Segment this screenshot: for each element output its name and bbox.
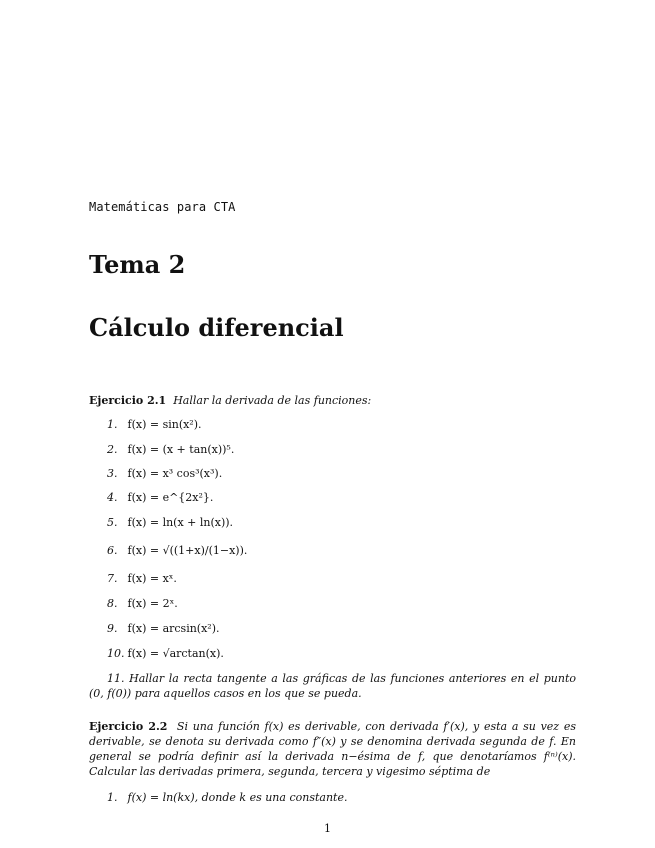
item-number: 5. — [107, 516, 118, 529]
exercise-2-1-label: Ejercicio 2.1 — [89, 394, 167, 407]
item-expression: f(x) = sin(x²). — [127, 418, 202, 431]
list-item — [107, 467, 222, 481]
item-number: 1. — [107, 791, 118, 804]
course-header: Matemáticas para CTA — [89, 200, 236, 214]
list-item — [107, 647, 224, 661]
exercise-2-1-instruction: Hallar la derivada de las funciones: — [173, 394, 372, 407]
item-number: 7. — [107, 572, 118, 585]
exercise-2-2-text: Si una función f(x) es derivable, con derivada f′(x), y esta a su vez es derivable, se denota su derivada como f″(x) y se denomina derivada segunda de f. En general se podría definir así la derivada n−ésima de f, que denotaríamos f⁽ⁿ⁾(x). Calcular las derivadas primera, segunda, tercera y vigesimo séptima de — [89, 720, 576, 778]
list-item — [107, 791, 347, 805]
item-expression: f(x) = 2ˣ. — [127, 597, 178, 610]
list-item — [107, 544, 247, 558]
item-number: 6. — [107, 544, 118, 557]
exercise-2-1-item-11: 11. Hallar la recta tangente a las gráficas de las funciones anteriores en el punto (0, f(0)) para aquellos casos en los que se pueda. — [89, 672, 576, 700]
item-number: 8. — [107, 597, 118, 610]
exercise-2-1-heading — [89, 393, 579, 409]
item-number: 9. — [107, 622, 118, 635]
item-expression: f(x) = arcsin(x²). — [127, 622, 220, 635]
item-expression: f(x) = (x + tan(x))⁵. — [127, 443, 235, 456]
item-expression: f(x) = ln(kx), donde k es una constante. — [127, 791, 348, 804]
item-number: 3. — [107, 467, 118, 480]
list-item — [107, 491, 213, 505]
list-item — [107, 418, 202, 432]
page-number: 1 — [324, 822, 331, 835]
item-expression: f(x) = x³ cos³(x³). — [127, 467, 223, 480]
list-item — [107, 443, 234, 457]
list-item — [107, 622, 220, 636]
item-expression: f(x) = ln(x + ln(x)). — [127, 516, 234, 529]
chapter-title: Cálculo diferencial — [89, 313, 344, 342]
item-expression: f(x) = √((1+x)/(1−x)). — [127, 544, 248, 557]
item-number: 2. — [107, 443, 118, 456]
exercise-2-2-label: Ejercicio 2.2 — [89, 720, 168, 733]
item-number: 1. — [107, 418, 118, 431]
list-item — [107, 572, 177, 586]
item-expression: f(x) = √arctan(x). — [127, 647, 224, 660]
list-item — [107, 597, 178, 611]
item-expression: f(x) = e^{2x²}. — [127, 491, 214, 504]
item-number: 10. — [107, 647, 125, 660]
item-expression: f(x) = xˣ. — [127, 572, 177, 585]
exercise-2-2-paragraph — [89, 719, 576, 779]
list-item — [107, 516, 233, 530]
item-number: 4. — [107, 491, 118, 504]
chapter-number-title: Tema 2 — [89, 250, 186, 279]
